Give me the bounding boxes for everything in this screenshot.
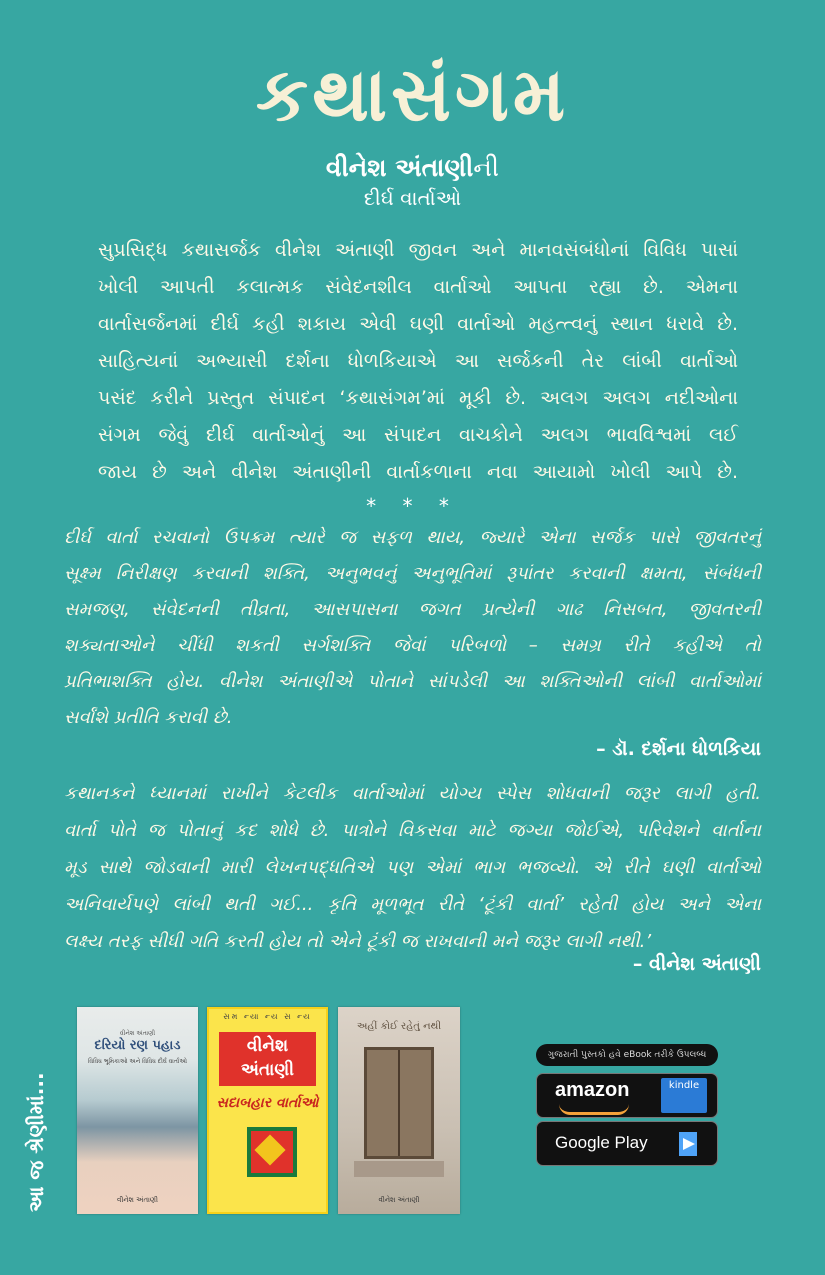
author-name: વીનેશ અંતાણી <box>325 153 474 182</box>
intro-line: ખોલી આપતી કલાત્મક સંવેદનશીલ વાર્તાઓ આપતા રહ્યા છે. એમના <box>98 276 738 298</box>
kindle-logo-icon <box>661 1078 707 1113</box>
critic-attribution: – ડૉ. દર્શના ધોળકિયા <box>596 738 761 760</box>
book-cover-sadabahar[interactable] <box>207 1007 328 1214</box>
intro-line: સંગમ જેવું દીર્ઘ વાર્તાઓનું આ સંપાદન વાચકોને અલગ ભાવવિશ્વમાં લઈ <box>98 424 738 446</box>
series-label: આ જ શ્રેણીમાં... <box>24 1072 48 1212</box>
kindle-label: kindle <box>668 1080 700 1091</box>
author-suffix: ની <box>473 153 500 182</box>
google-play-books-icon <box>675 1130 703 1158</box>
intro-line: સુપ્રસિદ્ધ કથાસર્જક વીનેશ અંતાણી જીવન અને માનવસંબંધોનાં વિવિધ પાસાં <box>98 239 738 261</box>
quote-line: શક્યતાઓને ચીંધી શકતી સર્ગશક્તિ જેવાં પરિબળો – સમગ્ર રીતે કહીએ તો <box>64 635 761 656</box>
rangoli-art-icon <box>247 1127 297 1177</box>
book-title: કથાસંગમ <box>255 52 570 138</box>
book-cover-title: અહીં કોઈ રહેતું નથી <box>356 1021 442 1032</box>
intro-paragraph <box>98 232 738 491</box>
book-cover-top-text: વીનેશ અંતાણી <box>119 1030 156 1037</box>
book-cover-author: વીનેશ અંતાણી <box>116 1196 159 1204</box>
quote-line: વાર્તા પોતે જ પોતાનું કદ શોધે છે. પાત્રોને વિકસવા માટે જગ્યા જોઈએ, પરિવેશને વાર્તાના <box>64 820 761 841</box>
quote-line: મૂડ સાથે જોડવાની મારી લેખનપદ્ધતિએ પણ એમાં ભાગ ભજવ્યો. એ રીતે ઘણી વાર્તાઓ <box>64 857 761 878</box>
amazon-smile-icon <box>559 1104 629 1115</box>
intro-line: સાહિત્યનાં અભ્યાસી દર્શના ધોળકિયાએ આ સર્જકની તેર લાંબી વાર્તાઓ <box>98 350 738 372</box>
author-quote <box>64 775 761 960</box>
book-cover-series-text: સમ ન્યા ન્ય સ ન્ય <box>223 1012 312 1021</box>
quote-line: સૂક્ષ્મ નિરીક્ષણ કરવાની શક્તિ, અનુભવનું અનુભૂતિમાં રૂપાંતર કરવાની ક્ષમતા, સંબંધની <box>64 563 761 584</box>
book-cover-ahin-koi[interactable] <box>338 1007 460 1214</box>
quote-line: સર્વાંશે પ્રતીતિ કરાવી છે. <box>64 707 233 728</box>
book-cover-author-name: વીનેશ અંતાણી <box>219 1032 316 1086</box>
critic-quote <box>64 520 761 736</box>
steps-illustration <box>354 1161 444 1177</box>
book-cover-title: સદાબહાર વાર્તાઓ <box>216 1095 319 1111</box>
book-cover-subtitle: વિવિધ ભૂમિકાઓ અને વિવિધ દીર્ઘ વાર્તાઓ <box>88 1058 187 1065</box>
amazon-logo-text: amazon <box>555 1079 630 1101</box>
intro-line: પસંદ કરીને પ્રસ્તુત સંપાદન ‘કથાસંગમ’માં મૂકી છે. અલગ અલગ નદીઓના <box>98 387 738 409</box>
intro-line: જાય છે અને વીનેશ અંતાણીની વાર્તાકળાના નવા આયામો ખોલી આપે છે. <box>98 461 738 483</box>
quote-line: દીર્ઘ વાર્તા રચવાનો ઉપક્રમ ત્યારે જ સફળ થાય, જ્યારે એના સર્જક પાસે જીવતરનું <box>64 527 761 548</box>
book-cover-dariyo[interactable] <box>77 1007 198 1214</box>
section-separator: * * * <box>366 494 459 518</box>
quote-line: કથાનકને ધ્યાનમાં રાખીને કેટલીક વાર્તાઓમાં યોગ્ય સ્પેસ શોધવાની જરૂર લાગી હતી. <box>64 783 761 804</box>
amazon-kindle-button[interactable] <box>536 1073 718 1118</box>
author-line <box>0 153 825 183</box>
quote-line: લક્ષ્ય તરફ સીધી ગતિ કરતી હોય તો એને ટૂંકી જ રાખવાની મને જરૂર લાગી નથી.’ <box>64 931 652 952</box>
book-cover-author: વીનેશ અંતાણી <box>378 1196 420 1204</box>
google-play-label: Google Play <box>555 1133 648 1152</box>
book-subtitle: દીર્ઘ વાર્તાઓ <box>363 186 462 210</box>
quote-line: અનિવાર્યપણે લાંબી થતી ગઈ... કૃતિ મૂળભૂત રીતે ‘ટૂંકી વાર્તા’ રહેતી હોય અને એના <box>64 894 761 915</box>
door-illustration-icon <box>364 1047 434 1159</box>
ebook-availability-banner: ગુજરાતી પુસ્તકો હવે eBook તરીકે ઉપલબ્ધ <box>536 1044 718 1066</box>
intro-line: વાર્તાસર્જનમાં દીર્ઘ કહી શકાય એવી ઘણી વાર્તાઓ મહત્ત્વનું સ્થાન ધરાવે છે. <box>98 313 738 335</box>
google-play-button[interactable] <box>536 1121 718 1166</box>
book-cover-title: દરિયો રણ પહાડ <box>94 1038 181 1053</box>
quote-line: પ્રતિભાશક્તિ હોય. વીનેશ અંતાણીએ પોતાને સાંપડેલી આ શક્તિઓની લાંબી વાર્તાઓમાં <box>64 671 761 692</box>
quote-line: સમજણ, સંવેદનની તીવ્રતા, આસપાસના જગત પ્રત્યેની ગાઢ નિસબત, જીવતરની <box>64 599 761 620</box>
author-attribution: – વીનેશ અંતાણી <box>632 953 761 975</box>
